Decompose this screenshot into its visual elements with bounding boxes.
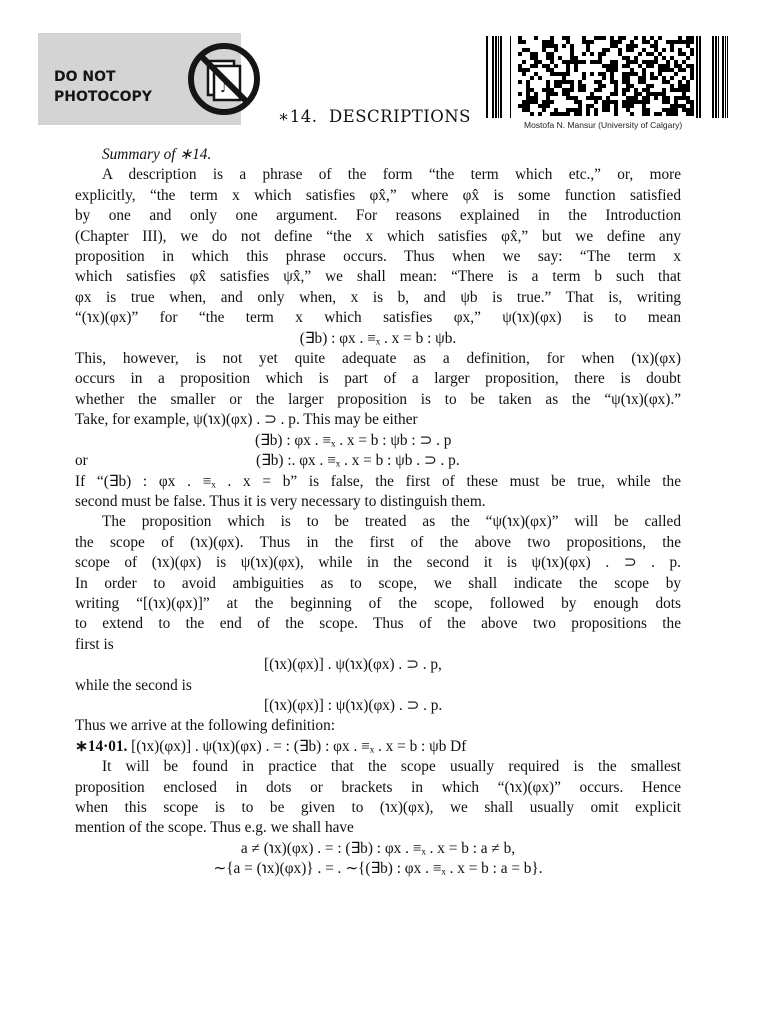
text-line <box>75 165 681 185</box>
text-line <box>75 227 681 247</box>
page-text <box>75 145 681 880</box>
text-line-content: second must be false. Thus it is very necessary to distinguish them. <box>75 492 486 510</box>
text-line <box>75 574 681 594</box>
text-line <box>75 696 681 716</box>
text-line-content: first is <box>75 635 114 653</box>
text-line-content: proposition enclosed in dots or brackets in which “(℩x)(φx)” occurs. Hence <box>75 778 681 796</box>
text-line-content: to extend to the end of the scope. Thus of the above two propositions the <box>75 615 681 633</box>
text-line-content: [(℩x)(φx)] . ψ(℩x)(φx) . = : (∃b) : φx . ≡ₓ . x = b : ψb Df <box>127 737 467 755</box>
text-line <box>75 594 681 614</box>
text-line <box>75 798 681 818</box>
text-line-content: The proposition which is to be treated as the “ψ(℩x)(φx)” will be called <box>102 513 681 531</box>
text-line <box>75 145 681 165</box>
text-line <box>75 288 681 308</box>
text-line-content: a ≠ (℩x)(φx) . = : (∃b) : φx . ≡ₓ . x = b : a ≠ b, <box>240 839 516 857</box>
no-photocopy-icon <box>186 41 262 117</box>
stamp-text: DO NOT PHOTOCOPY <box>54 69 152 105</box>
text-line-content: when this scope is to be given to (℩x)(φx), we shall usually omit explicit <box>75 799 681 816</box>
text-line-content: proposition in which this phrase occurs. Thus when we say: “The term x <box>75 248 681 266</box>
text-line-content: This, however, is not yet quite adequate as a definition, for when (℩x)(φx) <box>75 350 681 368</box>
text-line <box>75 512 681 532</box>
text-line-content: by one and only one argument. For reasons explained in the Introduction <box>75 207 681 225</box>
text-line <box>75 778 681 798</box>
text-line-content: (Chapter III), we do not define “the x which satisfies φx̂,” but we define any <box>75 227 681 245</box>
text-line-content: mention of the scope. Thus e.g. we shall have <box>75 819 354 837</box>
text-line <box>75 716 681 736</box>
text-line <box>75 410 681 430</box>
text-line-content: (∃b) : φx . ≡ₓ . x = b : ψb. <box>299 329 457 347</box>
text-line <box>75 737 681 757</box>
text-line-content: (∃b) :. φx . ≡ₓ . x = b : ψb . ⊃ . p. <box>256 452 460 470</box>
svg-text:♪: ♪ <box>220 81 229 96</box>
text-line-content: occurs in a proposition which is part of a larger proposition, there is doubt <box>75 370 681 388</box>
text-line-content: Thus we arrive at the following definition: <box>75 717 335 735</box>
text-line-content: A description is a phrase of the form “the term which etc.,” or, more <box>102 166 681 184</box>
text-line-content: while the second is <box>75 676 192 694</box>
text-line-content: explicitly, “the term x which satisfies φx̂,” where φx̂ is some function satisfied <box>75 186 681 204</box>
text-line <box>75 431 681 451</box>
text-line <box>75 818 681 838</box>
barcode-caption: Mostofa N. Mansur (University of Calgary) <box>524 120 683 130</box>
text-line <box>75 553 681 573</box>
text-line-content: [(℩x)(φx)] . ψ(℩x)(φx) . ⊃ . p, <box>264 656 442 674</box>
text-line <box>75 390 681 410</box>
text-line <box>75 757 681 777</box>
text-line-content: φx is true when, and only when, x is b, and ψb is true.” That is, writing <box>75 288 681 306</box>
text-line-content: “(℩x)(φx)” for “the term x which satisfies φx,” ψ(℩x)(φx) is to mean <box>75 309 681 327</box>
text-line-content: (∃b) : φx . ≡ₓ . x = b : ψb : ⊃ . p <box>255 431 452 449</box>
section-title: ∗14. DESCRIPTIONS <box>278 107 471 126</box>
text-line-content: It will be found in practice that the scope usually required is the smallest <box>102 758 681 776</box>
text-line <box>75 451 681 471</box>
text-line-content: In order to avoid ambiguities as to scope, we shall indicate the scope by <box>75 574 681 592</box>
text-line-content: [(℩x)(φx)] : ψ(℩x)(φx) . ⊃ . p. <box>264 696 443 714</box>
text-line-content: which satisfies φx̂ satisfies ψx̂,” we shall mean: “There is a term b such that <box>75 268 681 286</box>
text-line-content: Take, for example, ψ(℩x)(φx) . ⊃ . p. This may be either <box>75 411 418 429</box>
text-line <box>75 655 681 675</box>
text-line <box>75 329 681 349</box>
text-line-content: scope of (℩x)(φx) is ψ(℩x)(φx), while in the second it is ψ(℩x)(φx) . ⊃ . p. <box>75 554 681 572</box>
text-line <box>75 839 681 859</box>
text-line <box>75 247 681 267</box>
text-line-content: Summary of ∗14. <box>102 146 212 163</box>
text-line-content: If “(∃b) : φx . ≡ₓ . x = b” is false, the first of these must be true, while the <box>75 472 681 490</box>
text-line <box>75 186 681 206</box>
or-label: or <box>75 452 88 470</box>
text-line <box>75 472 681 492</box>
text-line <box>75 614 681 634</box>
text-line-content: ∼{a = (℩x)(φx)} . = . ∼{(∃b) : φx . ≡ₓ . x = b : a = b}. <box>213 860 543 878</box>
text-line <box>75 676 681 696</box>
do-not-photocopy-stamp <box>38 33 241 125</box>
text-line-content: whether the smaller or the larger proposition is to be taken as the “ψ(℩x)(φx).” <box>75 390 681 408</box>
text-line <box>75 308 681 328</box>
text-line <box>75 533 681 553</box>
text-line-content: writing “[(℩x)(φx)]” at the beginning of the scope, followed by enough dots <box>75 594 681 612</box>
text-line <box>75 635 681 655</box>
text-line <box>75 369 681 389</box>
text-line <box>75 349 681 369</box>
text-line <box>75 267 681 287</box>
text-line <box>75 492 681 512</box>
definition-number: ∗14·01. <box>75 737 128 755</box>
text-line <box>75 206 681 226</box>
text-line <box>75 859 681 879</box>
barcode-icon <box>486 36 728 118</box>
text-line-content: the scope of (℩x)(φx). Thus in the first of the above two propositions, the <box>75 533 681 551</box>
